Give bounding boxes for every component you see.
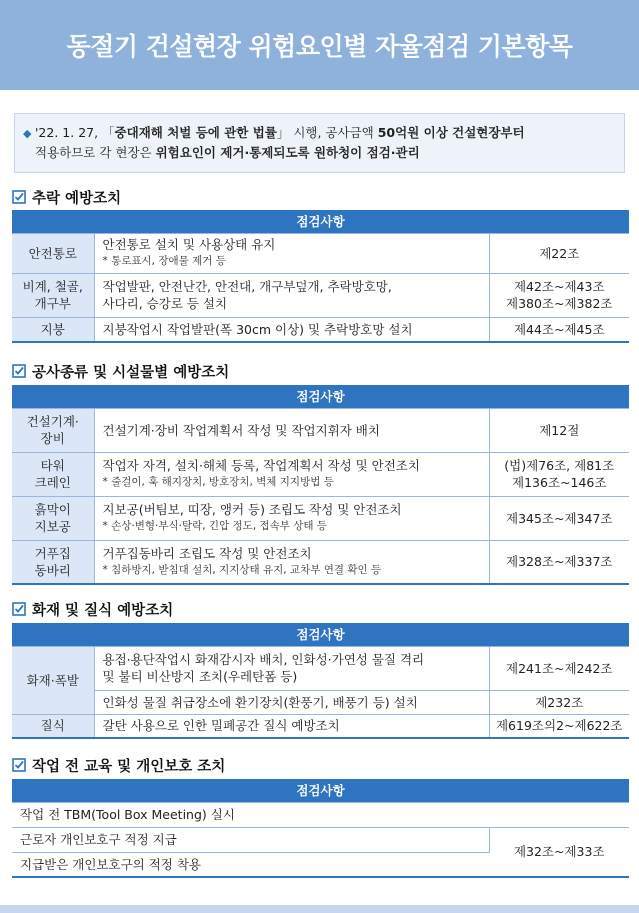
section-title-construction: 공사종류 및 시설물별 예방조치 [12,361,229,381]
table-row: 화재·폭발 용접·용단작업시 화재감시자 배치, 인화성·가연성 물질 격리 및 불티 비산방지 조치(우레탄폼 등) 제241조~제242조 [12,646,629,690]
notice-box [14,113,625,173]
diamond-icon: ◆ [23,127,32,140]
table-row: 비계, 철골, 개구부 작업발판, 안전난간, 안전대, 개구부덮개, 추락방호망, 사다리, 승강로 등 설치 제42조~제43조 제380조~제382조 [12,273,629,317]
page-header [0,0,639,90]
table-row: 지붕 지붕작업시 작업발판(폭 30cm 이상) 및 추락방호망 설치 제44조~제45조 [12,317,629,342]
table-row: 질식 갈탄 사용으로 인한 밀폐공간 질식 예방조치 제619조의2~제622조 [12,714,629,738]
checkbox-check-icon [12,364,26,378]
section-title-fire: 화재 및 질식 예방조치 [12,599,173,619]
table-header: 점검사항 [12,779,629,802]
page-title: 동절기 건설현장 위험요인별 자율점검 기본항목 [66,32,573,61]
table-row: 작업 전 TBM(Tool Box Meeting) 실시 [12,802,629,827]
notice-line-2: 적용하므로 각 현장은 위험요인이 제거·통제되도록 원하청이 점검·관리 [35,145,420,160]
checkbox-check-icon [12,758,26,772]
table-header: 점검사항 [12,210,629,233]
table-row: 타워 크레인 작업자 자격, 설치·해체 등록, 작업계획서 작성 및 안전조치 * 줄걸이, 훅 해지장치, 방호장치, 벽체 지지방법 등 (법)제76조, 제81조 제136조~146조 [12,452,629,496]
section-title-fall: 추락 예방조치 [12,187,121,207]
section-title-education: 작업 전 교육 및 개인보호 조치 [12,755,225,775]
table-education [12,779,629,878]
table-row: 흙막이 지보공 지보공(버팀보, 띠장, 앵커 등) 조립도 작성 및 안전조치 * 손상·변형·부식·탈락, 긴압 정도, 접속부 상태 등 제345조~제347조 [12,496,629,540]
checkbox-check-icon [12,602,26,616]
table-row: 인화성 물질 취급장소에 환기장치(환풍기, 배풍기 등) 설치 제232조 [12,690,629,714]
table-row: 안전통로 안전통로 설치 및 사용상태 유지 * 통로표시, 장애물 제거 등 제22조 [12,233,629,273]
table-row: 건설기계· 장비 건설기계·장비 작업계획서 작성 및 작업지휘자 배치 제12절 [12,408,629,452]
table-fire [12,623,629,739]
table-header: 점검사항 [12,385,629,408]
table-row: 거푸집 동바리 거푸집동바리 조립도 작성 및 안전조치 * 침하방지, 받침대 설치, 지지상태 유지, 교차부 연결 확인 등 제328조~제337조 [12,540,629,584]
footer-bar [0,905,639,913]
table-construction [12,385,629,585]
table-row: 지급받은 개인보호구의 적정 착용 [12,852,629,877]
table-header: 점검사항 [12,623,629,646]
table-fall [12,210,629,343]
table-row: 근로자 개인보호구 적정 지급 제32조~제33조 [12,827,629,852]
checkbox-check-icon [12,190,26,204]
notice-line-1: '22. 1. 27, 「중대재해 처벌 등에 관한 법률」 시행, 공사금액 50억원 이상 건설현장부터 [35,125,525,140]
